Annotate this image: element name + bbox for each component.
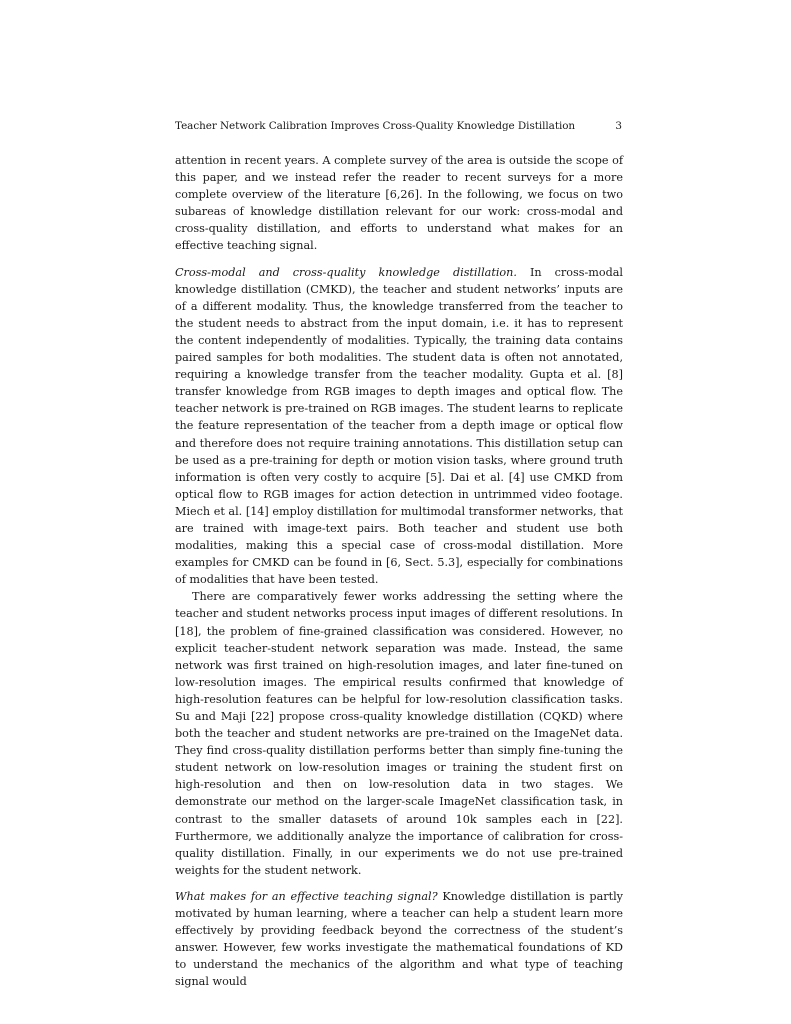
running-title: Teacher Network Calibration Improves Cross-Quality Knowledge Distillation — [175, 120, 576, 132]
paragraph-teaching-signal — [175, 888, 623, 991]
paragraph-cross-quality — [175, 588, 623, 879]
running-header — [175, 118, 623, 134]
paragraph-text: attention in recent years. A complete survey of the area is outside the scope of this paper, and we instead refer the reader to recent surveys for a more complete overview of the literature [6,26]. In the following, we focus on two subareas of knowledge distillation relevant for our work: cross-modal and cross-quality distillation, and efforts to understand what makes for an effective teaching signal. — [175, 154, 623, 253]
page-number: 3 — [615, 120, 622, 132]
paragraph-cross-modal — [175, 264, 623, 589]
paper-page — [175, 118, 623, 991]
paragraph-heading-teaching-signal: What makes for an effective teaching signal? — [175, 889, 438, 903]
paragraph-intro-tail — [175, 152, 623, 255]
paragraph-text: Knowledge distillation is partly motivated by human learning, where a teacher can help a student learn more effectively by providing feedback beyond the correctness of the student’s answer. However, few works investigate the mathematical foundations of KD to understand the mechanics of the algorithm and what type of teaching signal would — [175, 889, 624, 989]
paragraph-text: In cross-modal knowledge distillation (CMKD), the teacher and student networks’ inputs are of a different modality. Thus, the knowledge transferred from the teacher to the student needs to abstract from the input domain, i.e. it has to represent the content independently of modalities. Typically, the training data contains paired samples for both modalities. The student data is often not annotated, requiring a knowledge transfer from the teacher modality. Gupta et al. [8] transfer knowledge from RGB images to depth images and optical flow. The teacher network is pre-trained on RGB images. The student learns to replicate the feature representation of the teacher from a depth image or optical flow and therefore does not require training annotations. This distillation setup can be used as a pre-training for depth or motion vision tasks, where ground truth information is often very costly to acquire [5]. Dai et al. [4] use CMKD from optical flow to RGB images for action detection in untrimmed video footage. Miech et al. [14] employ distillation for multimodal transformer networks, that are trained with image-text pairs. Both teacher and student use both modalities, making this a special case of cross-modal distillation. More examples for CMKD can be found in [6, Sect. 5.3], especially for combinations of modalities that have been tested. — [175, 265, 623, 587]
paragraph-text: There are comparatively fewer works addressing the setting where the teacher and student networks process input images of different resolutions. In [18], the problem of fine-grained classification was considered. However, no explicit teacher-student network separation was made. Instead, the same network was first trained on high-resolution images, and later fine-tuned on low-resolution images. The empirical results confirmed that knowledge of high-resolution features can be helpful for low-resolution classification tasks. Su and Maji [22] propose cross-quality knowledge distillation (CQKD) where both the teacher and student networks are pre-trained on the ImageNet data. They find cross-quality distillation performs better than simply fine-tuning the student network on low-resolution images or training the student first on high-resolution and then on low-resolution data in two stages. We demonstrate our method on the larger-scale ImageNet classification task, in contrast to the smaller datasets of around 10k samples each in [22]. Furthermore, we additionally analyze the importance of calibration for cross-quality distillation. Finally, in our experiments we do not use pre-trained weights for the student network. — [175, 590, 623, 877]
paragraph-heading-cross-modal: Cross-modal and cross-quality knowledge distillation. — [175, 265, 517, 279]
